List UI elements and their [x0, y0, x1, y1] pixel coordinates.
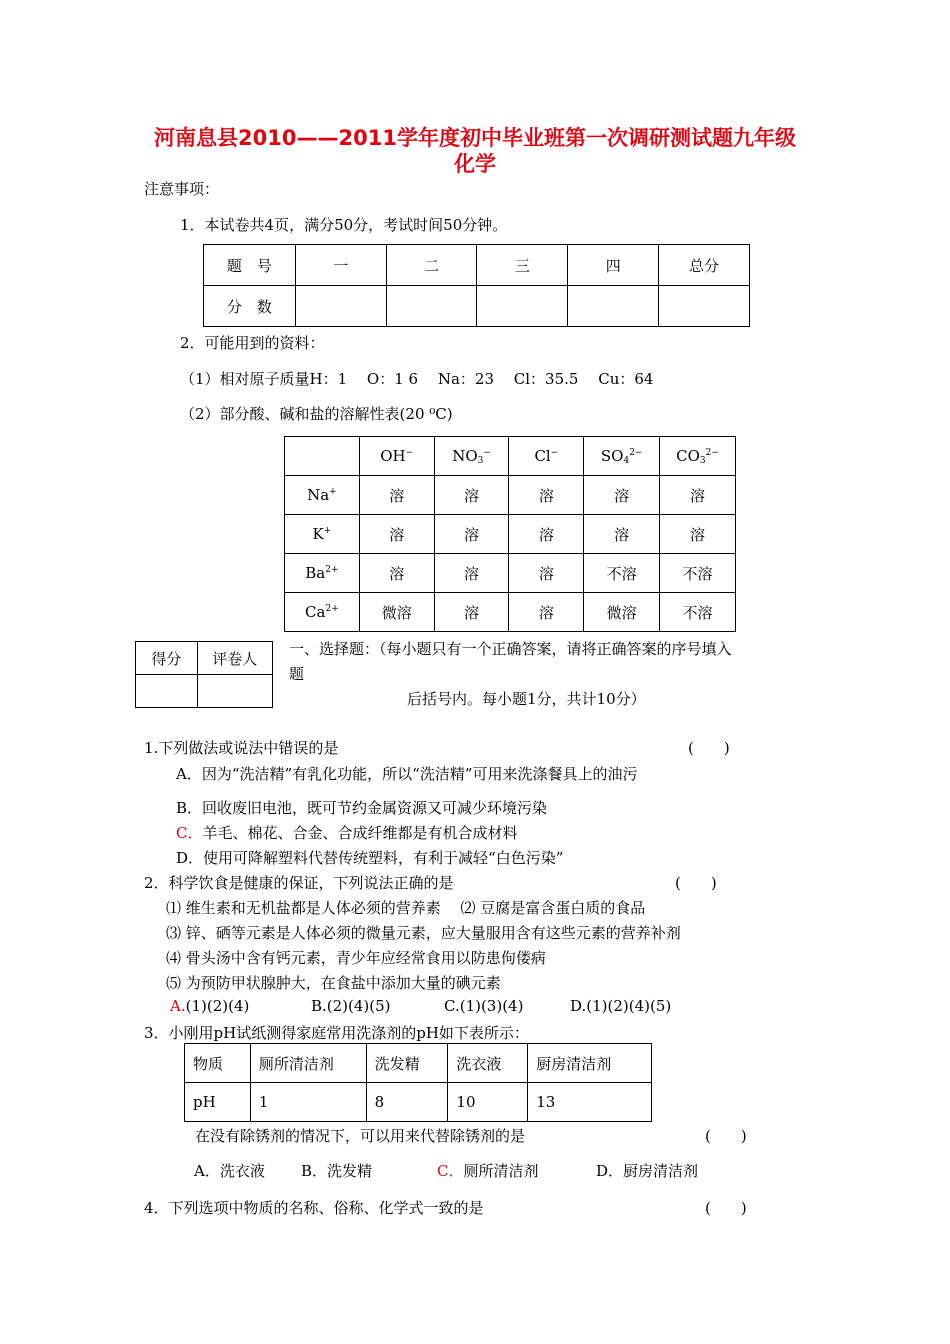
grader-entry-cell[interactable] — [197, 675, 272, 708]
q3-option-c — [437, 1160, 539, 1181]
notice-heading: 注意事项： — [144, 180, 220, 198]
solubility-cell: 溶 — [509, 515, 584, 554]
score-entry-cell[interactable] — [136, 675, 198, 708]
q1-answer-paren[interactable]: ( ) — [688, 739, 730, 757]
q4-stem: 4．下列选项中物质的名称、俗称、化学式一致的是 — [144, 1199, 484, 1217]
atomic-mass-line: （1）相对原子质量H：1 O：1 6 Na：23 Cl：35.5 Cu：64 — [180, 370, 654, 388]
solubility-cell: 溶 — [660, 515, 736, 554]
q2-statement-3: ⑶ 锌、硒等元素是人体必须的微量元素，应大量服用含有这些元素的营养补剂 — [166, 924, 681, 942]
q1-option-c-text: 羊毛、棉花、合金、合成纤维都是有机合成材料 — [202, 824, 518, 842]
q3-option-b: B．洗发精 — [301, 1162, 373, 1180]
q1-option-c-letter: C． — [176, 824, 203, 842]
q1-option-b: B．回收废旧电池，既可节约金属资源又可减少环境污染 — [176, 799, 548, 817]
q1-option-d: D．使用可降解塑料代替传统塑料，有利于减轻“白色污染” — [176, 849, 564, 867]
section1-heading-wrap: 题 — [289, 665, 305, 683]
solubility-cell: 溶 — [584, 515, 660, 554]
ph-table-header: 洗发精 — [366, 1044, 448, 1083]
q2-answer-paren[interactable]: ( ) — [675, 874, 717, 892]
corner-cell — [285, 437, 360, 476]
q3-option-a: A．洗衣液 — [194, 1162, 265, 1180]
score-label: 得分 — [136, 642, 198, 675]
q2-option-a-text: (1)(2)(4) — [185, 997, 250, 1015]
q2-statement-5: ⑸ 为预防甲状腺肿大，在食盐中添加大量的碘元素 — [166, 974, 501, 992]
solubility-cell: 溶 — [359, 515, 434, 554]
q2-statement-4: ⑷ 骨头汤中含有钙元素，青少年应经常食用以防患佝偻病 — [166, 949, 546, 967]
q2-option-a — [170, 997, 249, 1015]
solubility-cell: 溶 — [660, 476, 736, 515]
score-cell[interactable] — [568, 286, 659, 327]
q2-option-c: C.(1)(3)(4) — [444, 997, 524, 1015]
score-header-cell: 题 号 — [204, 245, 296, 286]
solubility-table — [284, 436, 736, 632]
solubility-cell: 溶 — [434, 476, 509, 515]
solubility-cell: 溶 — [434, 593, 509, 632]
q2-option-d: D.(1)(2)(4)(5) — [570, 997, 672, 1015]
solubility-cell: 溶 — [509, 554, 584, 593]
solubility-cell: 溶 — [434, 515, 509, 554]
score-header-cell: 三 — [477, 245, 568, 286]
score-header-cell: 二 — [386, 245, 477, 286]
solubility-cell: 微溶 — [584, 593, 660, 632]
score-header-cell: 四 — [568, 245, 659, 286]
grader-label: 评卷人 — [197, 642, 272, 675]
notice-item-1: 1．本试卷共4页，满分50分，考试时间50分钟。 — [180, 216, 508, 234]
solubility-row — [285, 476, 736, 515]
score-cell[interactable] — [659, 286, 750, 327]
anion-header: OH− — [359, 437, 434, 476]
solubility-cell: 微溶 — [359, 593, 434, 632]
ph-table-cell: pH — [185, 1083, 251, 1122]
ph-table-cell: 13 — [528, 1083, 652, 1122]
solubility-row — [285, 515, 736, 554]
solubility-cell: 溶 — [359, 476, 434, 515]
solubility-cell: 溶 — [584, 476, 660, 515]
score-cell[interactable] — [386, 286, 477, 327]
score-row-label: 分 数 — [204, 286, 296, 327]
q2-option-b: B.(2)(4)(5) — [311, 997, 391, 1015]
solubility-cell: 不溶 — [584, 554, 660, 593]
q3-option-c-letter: C． — [437, 1162, 464, 1180]
score-header-cell: 一 — [295, 245, 386, 286]
anion-header: $NO_3^-$ — [434, 437, 509, 476]
grader-box — [135, 641, 273, 708]
cation-label: $Ba^{2+}$ — [285, 554, 360, 593]
ph-table-header: 洗衣液 — [448, 1044, 528, 1083]
score-header-cell: 总分 — [659, 245, 750, 286]
solubility-caption: （2）部分酸、碱和盐的溶解性表(20 ⁰C) — [180, 405, 453, 423]
q1-stem: 1.下列做法或说法中错误的是 — [144, 739, 339, 757]
q2-stem: 2．科学饮食是健康的保证，下列说法正确的是 — [144, 874, 454, 892]
exam-title-line1: 河南息县2010——2011学年度初中毕业班第一次调研测试题九年级 — [154, 126, 796, 150]
notice-item-2: 2．可能用到的资料： — [180, 334, 325, 352]
solubility-cell: 溶 — [509, 476, 584, 515]
ph-table-header: 厕所清洁剂 — [250, 1044, 366, 1083]
solubility-cell: 溶 — [359, 554, 434, 593]
q4-answer-paren[interactable]: ( ) — [705, 1199, 747, 1217]
ph-table-cell: 8 — [366, 1083, 448, 1122]
ph-table-cell: 10 — [448, 1083, 528, 1122]
anion-header: $SO_4^{2-}$ — [584, 437, 660, 476]
ph-table-cell: 1 — [250, 1083, 366, 1122]
solubility-cell: 不溶 — [660, 554, 736, 593]
score-cell[interactable] — [295, 286, 386, 327]
solubility-cell: 不溶 — [660, 593, 736, 632]
ph-table-header: 厨房清洁剂 — [528, 1044, 652, 1083]
q3-option-c-text: 厕所清洁剂 — [463, 1162, 539, 1180]
section1-instructions: 后括号内。每小题1分，共计10分） — [407, 690, 646, 708]
q3-sub-question: 在没有除锈剂的情况下，可以用来代替除锈剂的是 — [195, 1127, 526, 1145]
anion-header: $CO_3^{2-}$ — [660, 437, 736, 476]
section1-heading: 一、选择题：（每小题只有一个正确答案，请将正确答案的序号填入 — [289, 640, 732, 658]
cation-label: $Ca^{2+}$ — [285, 593, 360, 632]
ph-table — [184, 1043, 652, 1122]
q3-stem: 3．小刚用pH试纸测得家庭常用洗涤剂的pH如下表所示： — [144, 1024, 529, 1042]
exam-title-line2: 化学 — [454, 152, 496, 176]
solubility-row — [285, 554, 736, 593]
q2-statement-1-2: ⑴ 维生素和无机盐都是人体必须的营养素 ⑵ 豆腐是富含蛋白质的食品 — [166, 899, 646, 917]
q3-answer-paren[interactable]: ( ) — [705, 1127, 747, 1145]
q1-option-a: A．因为“洗洁精”有乳化功能，所以“洗洁精”可用来洗涤餐具上的油污 — [176, 765, 638, 783]
q2-option-a-letter: A. — [170, 997, 186, 1015]
solubility-header-row — [285, 437, 736, 476]
q1-option-c — [176, 822, 518, 843]
solubility-cell: 溶 — [509, 593, 584, 632]
anion-header: Cl− — [509, 437, 584, 476]
solubility-row — [285, 593, 736, 632]
q3-option-d: D．厨房清洁剂 — [596, 1162, 699, 1180]
ph-table-header: 物质 — [185, 1044, 251, 1083]
solubility-cell: 溶 — [434, 554, 509, 593]
score-table — [203, 244, 750, 327]
cation-label: K+ — [285, 515, 360, 554]
score-cell[interactable] — [477, 286, 568, 327]
cation-label: Na+ — [285, 476, 360, 515]
